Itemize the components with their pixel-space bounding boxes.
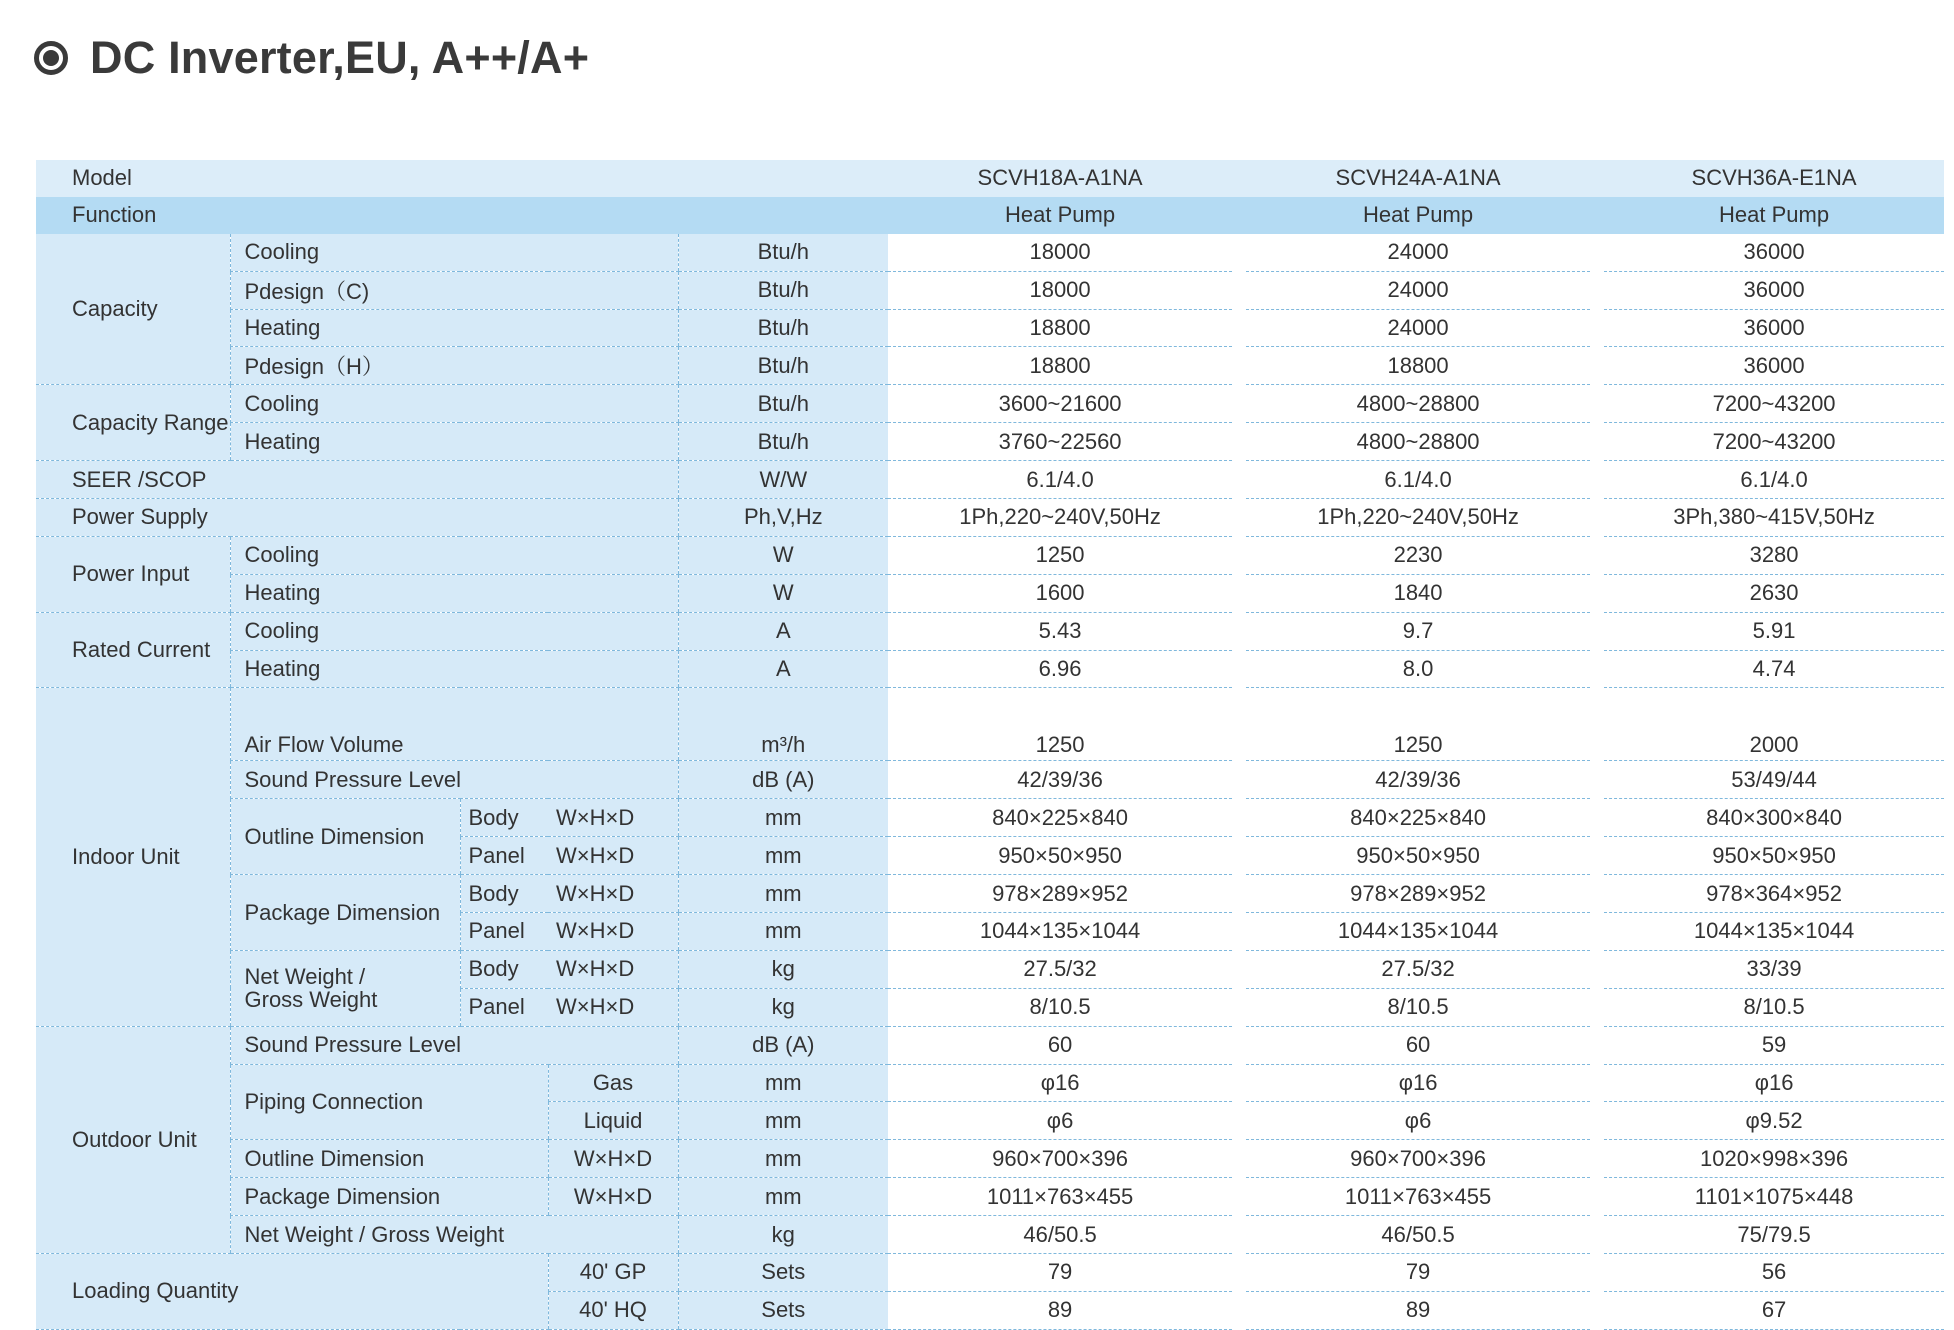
row-label: Package Dimension xyxy=(230,1178,548,1216)
table-row xyxy=(36,950,1944,988)
unit-cell: dB (A) xyxy=(678,1026,888,1064)
value-cell: 950×50×950 xyxy=(888,837,1232,875)
value-cell: 840×300×840 xyxy=(1604,799,1944,837)
unit-cell: Sets xyxy=(678,1254,888,1292)
row-label: Pdesign（H） xyxy=(230,347,678,385)
table-row xyxy=(36,536,1944,574)
row-label: Net Weight / Gross Weight xyxy=(230,1216,678,1254)
value-cell: 36000 xyxy=(1604,234,1944,271)
group-label: Power Input xyxy=(36,536,230,612)
dim-label: W×H×D xyxy=(548,1140,678,1178)
value-cell: 950×50×950 xyxy=(1246,837,1590,875)
value-cell: 840×225×840 xyxy=(888,799,1232,837)
weight-label-line1: Net Weight / xyxy=(244,964,366,990)
value-cell: 46/50.5 xyxy=(888,1216,1232,1254)
value-cell: 33/39 xyxy=(1604,950,1944,988)
value-cell: 1Ph,220~240V,50Hz xyxy=(888,499,1232,537)
value-cell: 950×50×950 xyxy=(1604,837,1944,875)
model-cell: SCVH18A-A1NA xyxy=(888,160,1232,197)
value-cell: φ16 xyxy=(1246,1064,1590,1102)
value-cell: 1250 xyxy=(1246,688,1590,761)
value-cell: 840×225×840 xyxy=(1246,799,1590,837)
value-cell: 2630 xyxy=(1604,574,1944,612)
value-cell: 46/50.5 xyxy=(1246,1216,1590,1254)
unit-cell: kg xyxy=(678,950,888,988)
value-cell: 18000 xyxy=(888,234,1232,271)
value-cell: 24000 xyxy=(1246,271,1590,309)
group-label: Outdoor Unit xyxy=(36,1026,230,1253)
unit-cell: mm xyxy=(678,799,888,837)
dim-label: W×H×D xyxy=(548,950,678,988)
value-cell: 4800~28800 xyxy=(1246,385,1590,423)
table-row xyxy=(36,1064,1944,1102)
table-row xyxy=(36,1216,1944,1254)
value-cell: 42/39/36 xyxy=(888,761,1232,799)
value-cell: 3760~22560 xyxy=(888,423,1232,461)
row-label: Sound Pressure Level xyxy=(230,1026,678,1064)
value-cell: 3Ph,380~415V,50Hz xyxy=(1604,499,1944,537)
value-cell: 2000 xyxy=(1604,688,1944,761)
value-cell: 36000 xyxy=(1604,309,1944,347)
value-cell: 1101×1075×448 xyxy=(1604,1178,1944,1216)
value-cell: 59 xyxy=(1604,1026,1944,1064)
row-label: Outline Dimension xyxy=(230,799,460,875)
value-cell: 36000 xyxy=(1604,271,1944,309)
page-title xyxy=(34,28,589,88)
unit-cell: mm xyxy=(678,913,888,951)
value-cell: 53/49/44 xyxy=(1604,761,1944,799)
value-cell: 4800~28800 xyxy=(1246,423,1590,461)
value-cell: 79 xyxy=(888,1254,1232,1292)
value-cell: 960×700×396 xyxy=(888,1140,1232,1178)
table-row xyxy=(36,1254,1944,1292)
table-row xyxy=(36,309,1944,347)
table-row xyxy=(36,1140,1944,1178)
row-label: Heating xyxy=(230,574,678,612)
part-label: 40' HQ xyxy=(548,1291,678,1329)
value-cell: 27.5/32 xyxy=(1246,950,1590,988)
value-cell: 8/10.5 xyxy=(1604,988,1944,1026)
row-label: Power Supply xyxy=(36,499,678,537)
unit-cell: mm xyxy=(678,837,888,875)
value-cell: 42/39/36 xyxy=(1246,761,1590,799)
title-text: DC Inverter,EU, A++/A+ xyxy=(90,32,590,83)
value-cell: 56 xyxy=(1604,1254,1944,1292)
value-cell: φ6 xyxy=(1246,1102,1590,1140)
table-row xyxy=(36,688,1944,761)
part-label: Gas xyxy=(548,1064,678,1102)
table-row xyxy=(36,461,1944,499)
unit-cell: Btu/h xyxy=(678,385,888,423)
unit-cell: mm xyxy=(678,875,888,913)
value-cell: 89 xyxy=(1246,1291,1590,1329)
value-cell: φ16 xyxy=(1604,1064,1944,1102)
table-row xyxy=(36,347,1944,385)
radio-bullet-icon xyxy=(34,41,68,75)
value-cell: 1840 xyxy=(1246,574,1590,612)
row-label: Package Dimension xyxy=(230,875,460,951)
unit-cell: Ph,V,Hz xyxy=(678,499,888,537)
unit-cell: mm xyxy=(678,1178,888,1216)
value-cell: 1011×763×455 xyxy=(888,1178,1232,1216)
table-row xyxy=(36,761,1944,799)
function-row xyxy=(36,197,1944,234)
unit-cell: Btu/h xyxy=(678,423,888,461)
dim-label: W×H×D xyxy=(548,837,678,875)
unit-cell: Btu/h xyxy=(678,271,888,309)
value-cell: 60 xyxy=(1246,1026,1590,1064)
value-cell: 1044×135×1044 xyxy=(888,913,1232,951)
value-cell: 24000 xyxy=(1246,234,1590,271)
row-label: SEER /SCOP xyxy=(36,461,678,499)
value-cell: 1011×763×455 xyxy=(1246,1178,1590,1216)
table-row xyxy=(36,1178,1944,1216)
row-label: Pdesign（C) xyxy=(230,271,678,309)
model-label: Model xyxy=(36,160,888,197)
part-label: Panel xyxy=(460,913,548,951)
row-label: Outline Dimension xyxy=(230,1140,548,1178)
table-row xyxy=(36,234,1944,271)
value-cell: 978×289×952 xyxy=(1246,875,1590,913)
unit-cell: kg xyxy=(678,988,888,1026)
value-cell: 1Ph,220~240V,50Hz xyxy=(1246,499,1590,537)
part-label: Panel xyxy=(460,837,548,875)
value-cell: 4.74 xyxy=(1604,650,1944,688)
group-label: Loading Quantity xyxy=(36,1254,548,1330)
table-row xyxy=(36,650,1944,688)
table-row xyxy=(36,271,1944,309)
unit-cell: W/W xyxy=(678,461,888,499)
table-row xyxy=(36,1026,1944,1064)
unit-cell: Btu/h xyxy=(678,347,888,385)
function-cell: Heat Pump xyxy=(1604,197,1944,234)
table-row xyxy=(36,574,1944,612)
value-cell: 3280 xyxy=(1604,536,1944,574)
unit-cell: A xyxy=(678,612,888,650)
unit-cell: dB (A) xyxy=(678,761,888,799)
dim-label: W×H×D xyxy=(548,913,678,951)
table-row xyxy=(36,799,1944,837)
value-cell: 2230 xyxy=(1246,536,1590,574)
value-cell: 8/10.5 xyxy=(1246,988,1590,1026)
value-cell: φ6 xyxy=(888,1102,1232,1140)
function-cell: Heat Pump xyxy=(1246,197,1590,234)
value-cell: 1600 xyxy=(888,574,1232,612)
value-cell: 67 xyxy=(1604,1291,1944,1329)
value-cell: 75/79.5 xyxy=(1604,1216,1944,1254)
value-cell: 960×700×396 xyxy=(1246,1140,1590,1178)
unit-cell: Btu/h xyxy=(678,234,888,271)
value-cell: φ9.52 xyxy=(1604,1102,1944,1140)
table-row xyxy=(36,612,1944,650)
value-cell: 6.1/4.0 xyxy=(888,461,1232,499)
unit-cell: Sets xyxy=(678,1291,888,1329)
row-label: Cooling xyxy=(230,612,678,650)
row-label: Cooling xyxy=(230,385,678,423)
unit-cell: A xyxy=(678,650,888,688)
dim-label: W×H×D xyxy=(548,988,678,1026)
weight-label-line2: Gross Weight xyxy=(244,987,378,1013)
value-cell: φ16 xyxy=(888,1064,1232,1102)
value-cell: 1250 xyxy=(888,536,1232,574)
value-cell: 1250 xyxy=(888,688,1232,761)
row-label xyxy=(230,950,460,1026)
value-cell: 18800 xyxy=(888,347,1232,385)
dim-label: W×H×D xyxy=(548,799,678,837)
dim-label: W×H×D xyxy=(548,1178,678,1216)
value-cell: 60 xyxy=(888,1026,1232,1064)
value-cell: 3600~21600 xyxy=(888,385,1232,423)
row-label: Heating xyxy=(230,309,678,347)
group-label: Indoor Unit xyxy=(36,688,230,1026)
row-label: Air Flow Volume xyxy=(230,688,678,761)
unit-cell: m³/h xyxy=(678,688,888,761)
table-row xyxy=(36,875,1944,913)
unit-cell: mm xyxy=(678,1064,888,1102)
dim-label: W×H×D xyxy=(548,875,678,913)
function-label: Function xyxy=(36,197,888,234)
part-label: Panel xyxy=(460,988,548,1026)
value-cell: 24000 xyxy=(1246,309,1590,347)
part-label: Body xyxy=(460,799,548,837)
unit-cell: kg xyxy=(678,1216,888,1254)
value-cell: 9.7 xyxy=(1246,612,1590,650)
value-cell: 79 xyxy=(1246,1254,1590,1292)
value-cell: 978×364×952 xyxy=(1604,875,1944,913)
row-label: Cooling xyxy=(230,234,678,271)
part-label: Liquid xyxy=(548,1102,678,1140)
value-cell: 5.43 xyxy=(888,612,1232,650)
value-cell: 5.91 xyxy=(1604,612,1944,650)
unit-cell: mm xyxy=(678,1140,888,1178)
spec-table xyxy=(36,160,1944,1330)
group-label: Capacity xyxy=(36,234,230,385)
value-cell: 18800 xyxy=(888,309,1232,347)
value-cell: 36000 xyxy=(1604,347,1944,385)
row-label: Heating xyxy=(230,423,678,461)
value-cell: 89 xyxy=(888,1291,1232,1329)
value-cell: 7200~43200 xyxy=(1604,385,1944,423)
value-cell: 27.5/32 xyxy=(888,950,1232,988)
value-cell: 7200~43200 xyxy=(1604,423,1944,461)
part-label: 40' GP xyxy=(548,1254,678,1292)
table-row xyxy=(36,423,1944,461)
row-label: Piping Connection xyxy=(230,1064,548,1140)
value-cell: 1020×998×396 xyxy=(1604,1140,1944,1178)
value-cell: 18000 xyxy=(888,271,1232,309)
value-cell: 18800 xyxy=(1246,347,1590,385)
unit-cell: Btu/h xyxy=(678,309,888,347)
value-cell: 1044×135×1044 xyxy=(1604,913,1944,951)
value-cell: 6.1/4.0 xyxy=(1604,461,1944,499)
unit-cell: mm xyxy=(678,1102,888,1140)
value-cell: 6.1/4.0 xyxy=(1246,461,1590,499)
value-cell: 8.0 xyxy=(1246,650,1590,688)
function-cell: Heat Pump xyxy=(888,197,1232,234)
row-label: Sound Pressure Level xyxy=(230,761,678,799)
value-cell: 1044×135×1044 xyxy=(1246,913,1590,951)
model-row xyxy=(36,160,1944,197)
row-label: Heating xyxy=(230,650,678,688)
row-label: Cooling xyxy=(230,536,678,574)
value-cell: 8/10.5 xyxy=(888,988,1232,1026)
value-cell: 978×289×952 xyxy=(888,875,1232,913)
value-cell: 6.96 xyxy=(888,650,1232,688)
group-label: Rated Current xyxy=(36,612,230,688)
table-row xyxy=(36,385,1944,423)
unit-cell: W xyxy=(678,536,888,574)
table-row xyxy=(36,499,1944,537)
model-cell: SCVH24A-A1NA xyxy=(1246,160,1590,197)
unit-cell: W xyxy=(678,574,888,612)
part-label: Body xyxy=(460,950,548,988)
part-label: Body xyxy=(460,875,548,913)
group-label: Capacity Range xyxy=(36,385,230,461)
model-cell: SCVH36A-E1NA xyxy=(1604,160,1944,197)
